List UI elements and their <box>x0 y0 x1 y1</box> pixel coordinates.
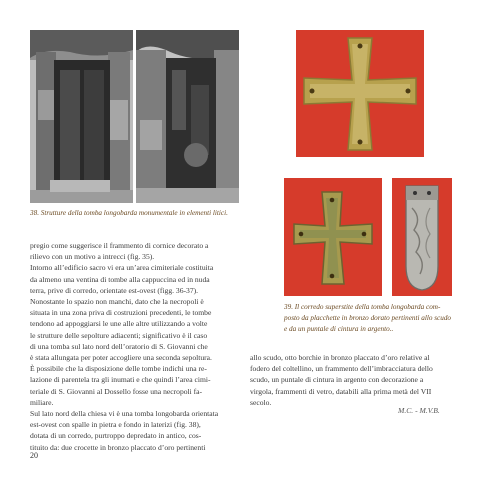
belt-tip-photo <box>392 178 452 296</box>
text-line: terra, prive di corredo, orientate est-ovest (figg. 36-37). <box>30 285 199 295</box>
figure-39-caption-line: 39. Il corredo superstite della tomba longobarda com- <box>284 303 441 311</box>
text-line: le strutture delle sepolture adiacenti; significativo è il caso <box>30 330 208 340</box>
text-line: dotata di un corredo, purtroppo depredato in antico, cos- <box>30 431 202 441</box>
text-line: tituito da: due crocette in bronzo placcato d’oro pertinenti <box>30 442 206 452</box>
author-signature: M.C. - M.V.B. <box>398 406 440 415</box>
text-line: teriale di S. Giovanni al Dossello fosse una necropoli fa- <box>30 386 203 396</box>
page-number: 20 <box>30 451 38 460</box>
text-line: situata in una zona priva di costruzioni precedenti, le tombe <box>30 308 212 318</box>
text-line: scudo, un puntale di cintura in argento con decorazione a <box>250 375 424 385</box>
right-column-text <box>250 352 460 408</box>
figure-38-caption: 38. Strutture della tomba longobarda monumentale in elementi litici. <box>30 209 228 217</box>
text-line: Sul lato nord della chiesa vi è una tomba longobarda orientata <box>30 409 219 419</box>
cross-plaque-top-photo <box>296 30 424 157</box>
figure-39-caption-line: e da un puntale di cintura in argento.. <box>284 325 394 333</box>
text-line: pregio come suggerisce il frammento di cornice decorato a <box>30 241 209 250</box>
text-line: est-ovest con spalle in pietra e fondo in laterizi (fig. 38), <box>30 420 201 430</box>
text-line: lazione di parentela tra gli inumati e che quindi l’area cimi- <box>30 375 211 385</box>
text-line: miliare. <box>30 397 54 407</box>
text-line: allo scudo, otto borchie in bronzo placcato d’oro relative al <box>250 353 430 362</box>
text-line: Nonostante lo spazio non manchi, dato che la necropoli è <box>30 297 204 307</box>
left-column-text <box>30 240 260 453</box>
tomb-photo-front <box>30 30 133 203</box>
figure-39-caption-line: posto da placchette in bronzo dorato pertinenti allo scudo <box>284 314 452 322</box>
tomb-photo-angle <box>136 30 239 203</box>
text-line: virgola, frammenti di vetro, databili alla prima metà del VII <box>250 386 432 396</box>
text-line: rilievo con un motivo a intrecci (fig. 35). <box>30 252 155 262</box>
text-line: di una tomba sul lato nord dell’oratorio di S. Giovanni che <box>30 341 208 351</box>
text-line: secolo. <box>250 397 272 407</box>
text-line: fodero del coltellino, un frammento dell’imbracciatura dello <box>250 364 433 374</box>
cross-plaque-bottom-photo <box>284 178 382 296</box>
text-line: Intorno all’edificio sacro vi era un’area cimiteriale costituita <box>30 263 214 273</box>
text-line: È possibile che la disposizione delle tombe indichi una re- <box>30 364 207 374</box>
text-line: da almeno una ventina di tombe alla cappuccina ed in nuda <box>30 274 210 284</box>
text-line: è stata allungata per poter accogliere una seconda sepoltura. <box>30 353 212 363</box>
figure-39-caption <box>284 302 451 335</box>
text-line: tendono ad appoggiarsi le une alle altre utilizzando a volte <box>30 319 208 329</box>
